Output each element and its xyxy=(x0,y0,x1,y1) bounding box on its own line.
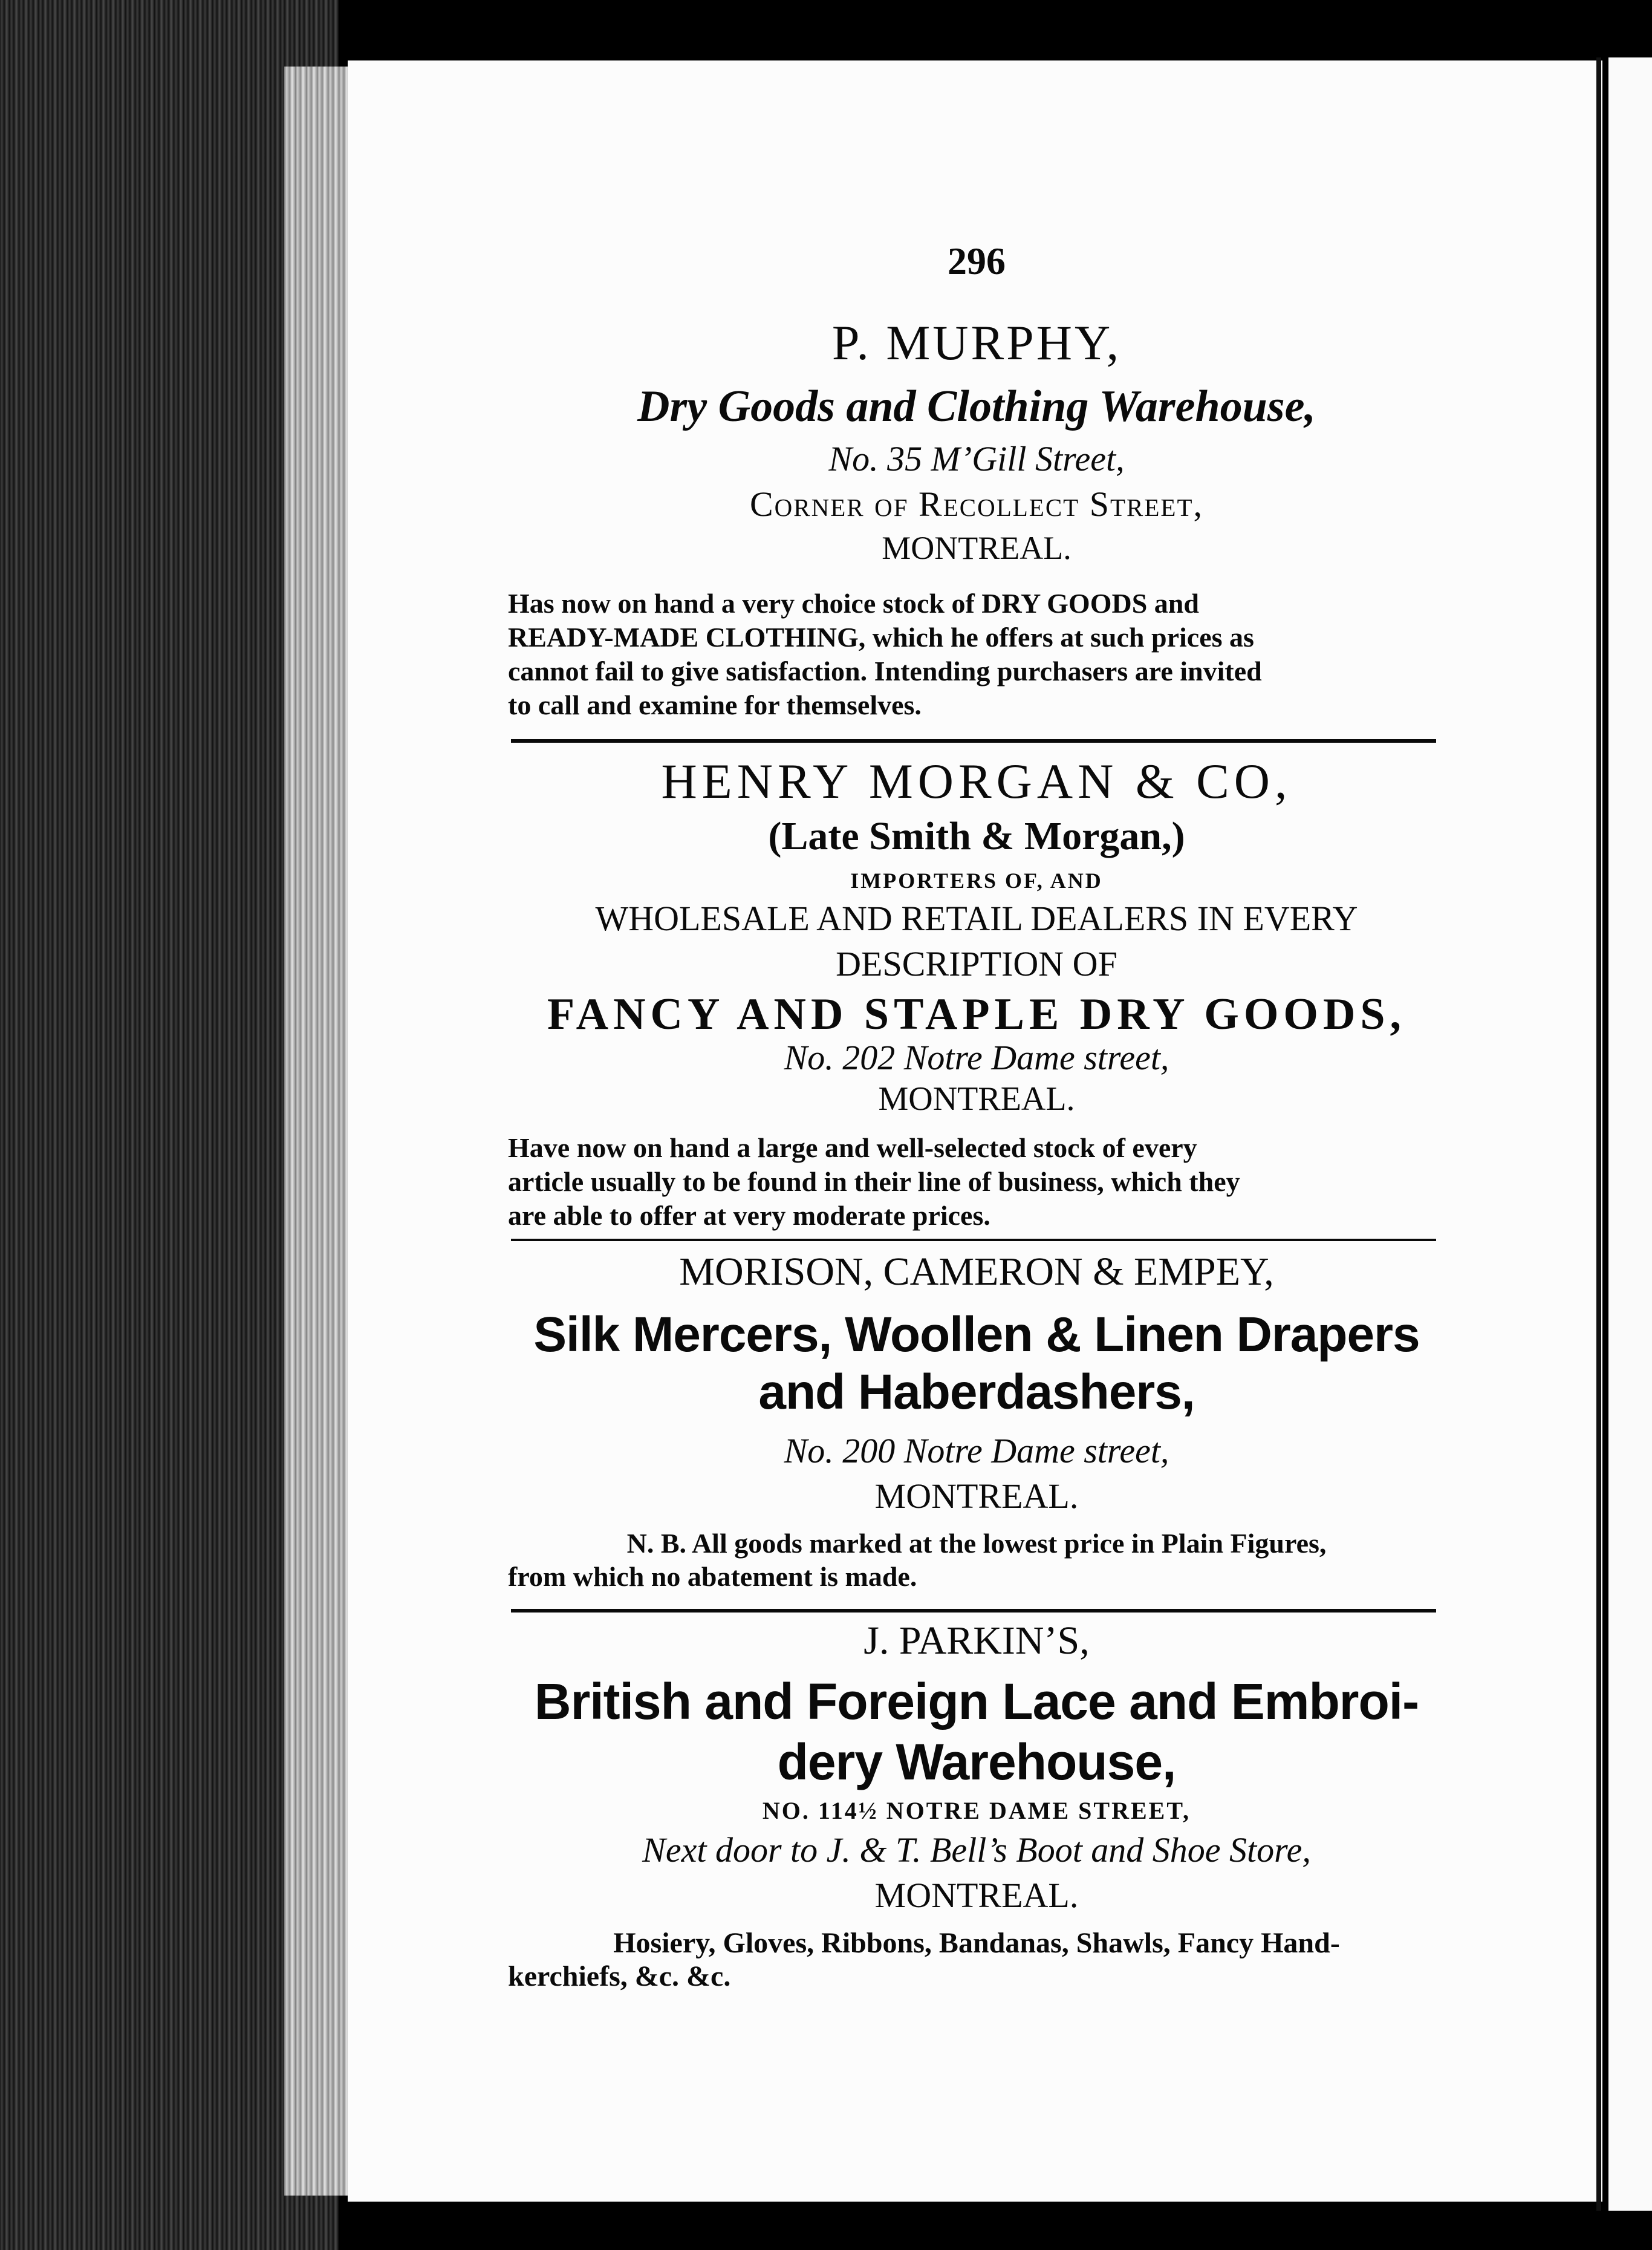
page-number: 296 xyxy=(948,240,1006,282)
ad-body-line: to call and examine for themselves. xyxy=(508,690,922,720)
ad-morison-cameron-empey xyxy=(508,1249,1445,1612)
ad-city: MONTREAL. xyxy=(882,530,1072,566)
ad-address: NO. 114½ NOTRE DAME STREET, xyxy=(762,1797,1191,1824)
ad-body-line: cannot fail to give satisfaction. Intending purchasers are invited xyxy=(508,656,1262,686)
ad-trade-line: Silk Mercers, Woollen & Linen Drapers xyxy=(533,1307,1420,1362)
ad-address: No. 35 M’Gill Street, xyxy=(828,439,1125,478)
ad-city: MONTREAL. xyxy=(878,1080,1075,1118)
ad-next-door: Next door to J. & T. Bell’s Boot and Shoe Store, xyxy=(642,1830,1311,1870)
ad-address: No. 202 Notre Dame street, xyxy=(784,1038,1169,1077)
ad-nb-line: from which no abatement is made. xyxy=(508,1561,917,1592)
ad-j-parkins xyxy=(508,1618,1445,2011)
ad-body-line: READY-MADE CLOTHING, which he offers at such prices as xyxy=(508,622,1254,653)
ad-name: P. MURPHY, xyxy=(831,315,1122,370)
page-gutter-line xyxy=(1596,57,1601,2211)
ad-address: No. 200 Notre Dame street, xyxy=(784,1431,1169,1470)
page-stack-edge xyxy=(284,67,351,2196)
ad-p-murphy xyxy=(508,315,1445,738)
ad-body-line: Have now on hand a large and well-selected stock of every xyxy=(508,1132,1197,1163)
ad-body-line: article usually to be found in their line of business, which they xyxy=(508,1166,1240,1197)
ad-trade-line: dery Warehouse, xyxy=(777,1733,1176,1790)
ad-dealers: WHOLESALE AND RETAIL DEALERS IN EVERY xyxy=(595,899,1358,938)
ad-body xyxy=(508,1131,1445,1233)
ad-body-line: Hosiery, Gloves, Ribbons, Bandanas, Shawls, Fancy Hand- xyxy=(613,1927,1340,1959)
ad-city: MONTREAL. xyxy=(874,1476,1079,1516)
ad-nb-line: N. B. All goods marked at the lowest price in Plain Figures, xyxy=(626,1528,1327,1559)
ad-late: (Late Smith & Morgan,) xyxy=(768,814,1185,858)
ad-body-line: Has now on hand a very choice stock of DRY GOODS and xyxy=(508,588,1199,619)
ad-body xyxy=(508,587,1445,722)
ad-goods: FANCY AND STAPLE DRY GOODS, xyxy=(547,990,1406,1039)
facing-page-strip xyxy=(1608,57,1652,2211)
divider-rule xyxy=(511,739,1436,743)
divider-rule xyxy=(511,1609,1436,1612)
ad-importers: IMPORTERS OF, AND xyxy=(850,869,1103,893)
ad-city: MONTREAL. xyxy=(874,1876,1079,1915)
ad-trade-line: British and Foreign Lace and Embroi- xyxy=(534,1673,1419,1730)
ad-henry-morgan xyxy=(508,753,1445,1237)
ad-tagline: Dry Goods and Clothing Warehouse, xyxy=(637,382,1316,431)
ad-description: DESCRIPTION OF xyxy=(836,944,1117,983)
ad-name: J. PARKIN’S, xyxy=(863,1619,1090,1663)
ad-body-line: kerchiefs, &c. &c. xyxy=(508,1960,731,1992)
ad-body-line: are able to offer at very moderate prices. xyxy=(508,1200,990,1231)
ad-name: MORISON, CAMERON & EMPEY, xyxy=(679,1250,1274,1294)
ad-name: HENRY MORGAN & CO, xyxy=(661,754,1292,809)
ad-trade-line: and Haberdashers, xyxy=(758,1365,1195,1420)
divider-rule xyxy=(511,1239,1436,1241)
ad-corner: Corner of Recollect Street, xyxy=(749,484,1204,524)
